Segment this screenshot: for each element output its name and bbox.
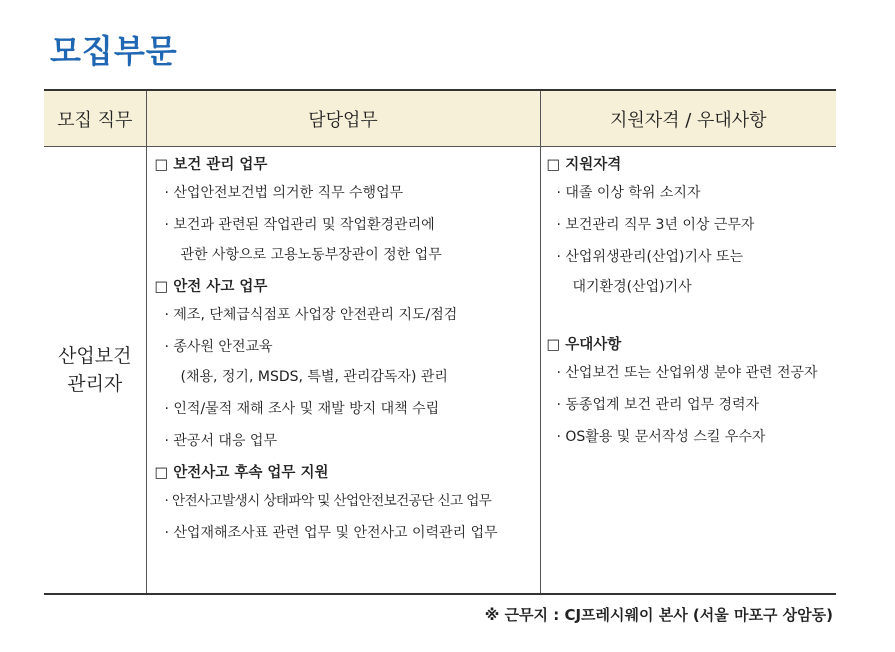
duty-item: · 안전사고발생시 상태파악 및 산업안전보건공단 신고 업무: [164, 493, 492, 509]
duty-heading-health: □ 보건 관리 업무: [154, 157, 268, 173]
duty-item: · 종사원 안전교육 (채용, 정기, MSDS, 특별, 관리감독자) 관리: [164, 339, 448, 385]
preference-item: · OS활용 및 문서작성 스킬 우수자: [556, 429, 766, 445]
duty-item: · 제조, 단체급식점포 사업장 안전관리 지도/점검: [164, 307, 458, 323]
table-row: [44, 147, 836, 595]
preference-item: · 산업보건 또는 산업위생 분야 관련 전공자: [556, 365, 818, 381]
table-header-row: [44, 90, 836, 147]
position-cell: [44, 147, 146, 595]
duty-item: · 보건과 관련된 작업관리 및 작업환경관리에 관한 사항으로 고용노동부장관이 정한 업무: [164, 217, 442, 263]
duty-item: · 산업재해조사표 관련 업무 및 안전사고 이력관리 업무: [164, 525, 498, 541]
page-title: 모집부문: [50, 32, 178, 70]
recruitment-table: [44, 89, 836, 595]
position-name: 산업보건 관리자: [58, 345, 132, 395]
preference-item: · 동종업계 보건 관리 업무 경력자: [556, 397, 760, 413]
header-qualifications: 지원자격 / 우대사항: [540, 90, 836, 147]
duty-item: · 관공서 대응 업무: [164, 433, 277, 449]
duty-item: · 인적/물적 재해 조사 및 재발 방지 대책 수립: [164, 401, 440, 417]
duty-heading-followup: □ 안전사고 후속 업무 지원: [154, 465, 329, 481]
preferences-heading: □ 우대사항: [546, 337, 622, 353]
qualification-item: · 보건관리 직무 3년 이상 근무자: [556, 217, 755, 233]
qualifications-heading: □ 지원자격: [546, 157, 622, 173]
work-location-note: ※ 근무지 : CJ프레시웨이 본사 (서울 마포구 상암동): [484, 606, 833, 624]
duties-cell: [146, 147, 540, 595]
duty-heading-safety: □ 안전 사고 업무: [154, 279, 268, 295]
qualifications-cell: [540, 147, 836, 595]
qualification-item: · 산업위생관리(산업)기사 또는 대기환경(산업)기사: [556, 249, 744, 295]
qualification-item: · 대졸 이상 학위 소지자: [556, 185, 701, 201]
duty-item: · 산업안전보건법 의거한 직무 수행업무: [164, 185, 404, 201]
header-position: 모집 직무: [44, 90, 146, 147]
header-duties: 담당업무: [146, 90, 540, 147]
